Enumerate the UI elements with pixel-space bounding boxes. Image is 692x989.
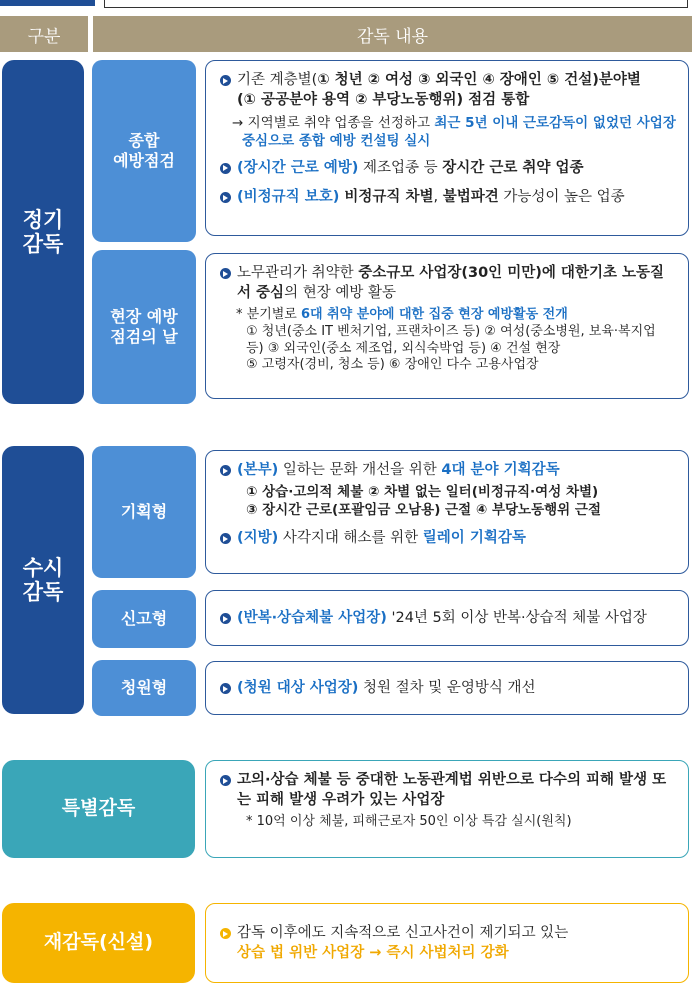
sub-report: 신고형 — [92, 590, 196, 648]
header-category: 구분 — [0, 16, 88, 52]
category-reinspection-new: 재감독(신설) — [2, 903, 195, 983]
bullet-icon — [220, 75, 231, 86]
bullet-icon — [220, 192, 231, 203]
top-frame — [104, 0, 688, 8]
box-onsite-prevention-day: 노무관리가 취약한 중소규모 사업장(30인 미만)에 대한기초 노동질서 중심의 현장 예방 활동 * 분기별로 6대 취약 분야에 대한 집중 현장 예방활동 전개 ① 청년(중소 IT 벤처기업, 프랜차이즈 등) ② 여성(중소병원, 보육·복지업 등) ③ 외국인(중소 제조업, 외식숙박업 등) ④ 건설 현장 ⑤ 고령자(경비, 청소 등) ⑥ 장애인 다수 고용사업장 — [205, 253, 689, 399]
box-petition: (청원 대상 사업장) 청원 절차 및 운영방식 개선 — [205, 661, 689, 715]
category-regular-inspection: 정기 감독 — [2, 60, 84, 404]
category-occasional-inspection: 수시 감독 — [2, 446, 84, 714]
vulnerable-fields-list-2: ⑤ 고령자(경비, 청소 등) ⑥ 장애인 다수 고용사업장 — [246, 357, 539, 373]
planned-list-1: ① 상습·고의적 체불 ② 차별 없는 일터(비정규직·여성 차별) — [246, 483, 599, 500]
bullet-icon — [220, 533, 231, 544]
sub-comprehensive-prevention: 종합 예방점검 — [92, 60, 196, 242]
box-special: 고의·상습 체불 등 중대한 노동관계법 위반으로 다수의 피해 발생 또는 피해 발생 우려가 있는 사업장 * 10억 이상 체불, 피해근로자 50인 이상 특감 실시(원칙) — [205, 760, 689, 858]
bullet-icon — [220, 683, 231, 694]
planned-list-2: ③ 장시간 근로(포괄임금 오남용) 근절 ④ 부당노동행위 근절 — [246, 501, 602, 518]
box-report: (반복·상습체불 사업장) '24년 5회 이상 반복·상습적 체불 사업장 — [205, 590, 689, 646]
vulnerable-fields-list: ① 청년(중소 IT 벤처기업, 프랜차이즈 등) ② 여성(중소병원, 보육·복지업 등) ③ 외국인(중소 제조업, 외식숙박업 등) ④ 건설 현장 — [246, 323, 656, 356]
star-note: * 분기별로 6대 취약 분야에 대한 집중 현장 예방활동 전개 — [236, 307, 568, 323]
bullet-icon — [220, 268, 231, 279]
box-comprehensive-prevention: 기존 계층별(① 청년 ② 여성 ③ 외국인 ④ 장애인 ⑤ 건설)분야별 (① 공공분야 용역 ② 부당노동행위) 점검 통합 → 지역별로 취약 업종을 선정하고 최근 5년 이내 근로감독이 없었던 사업장 중심으로 종합 예방 컨설팅 실시 (장시간 근로 예방) 제조업종 등 장시간 근로 취약 업종 (비정규직 보호) 비정규직 차별, 불법파견 가능성이 높은 업종 — [205, 60, 689, 236]
bullet-icon — [220, 775, 231, 786]
box-planned: (본부) 일하는 문화 개선을 위한 4대 분야 기획감독 ① 상습·고의적 체불 ② 차별 없는 일터(비정규직·여성 차별) ③ 장시간 근로(포괄임금 오남용) 근절 ④ 부당노동행위 근절 (지방) 사각지대 해소를 위한 릴레이 기획감독 — [205, 450, 689, 574]
sub-onsite-prevention-day: 현장 예방 점검의 날 — [92, 250, 196, 404]
bullet-icon — [220, 163, 231, 174]
header-content: 감독 내용 — [93, 16, 692, 52]
sub-planned: 기획형 — [92, 446, 196, 578]
sub-petition: 청원형 — [92, 660, 196, 716]
top-left-mark — [0, 0, 95, 6]
arrow-note: → 지역별로 취약 업종을 선정하고 최근 5년 이내 근로감독이 없었던 사업장 중심으로 종합 예방 컨설팅 실시 — [232, 115, 676, 150]
bullet-icon — [220, 613, 231, 624]
bullet-icon — [220, 928, 231, 939]
box-reinspection: 감독 이후에도 지속적으로 신고사건이 제기되고 있는 상습 법 위반 사업장 → 즉시 사법처리 강화 — [205, 903, 689, 983]
category-special-inspection: 특별감독 — [2, 760, 195, 858]
bullet-icon — [220, 465, 231, 476]
special-star-note: * 10억 이상 체불, 피해근로자 50인 이상 특감 실시(원칙) — [246, 814, 572, 830]
